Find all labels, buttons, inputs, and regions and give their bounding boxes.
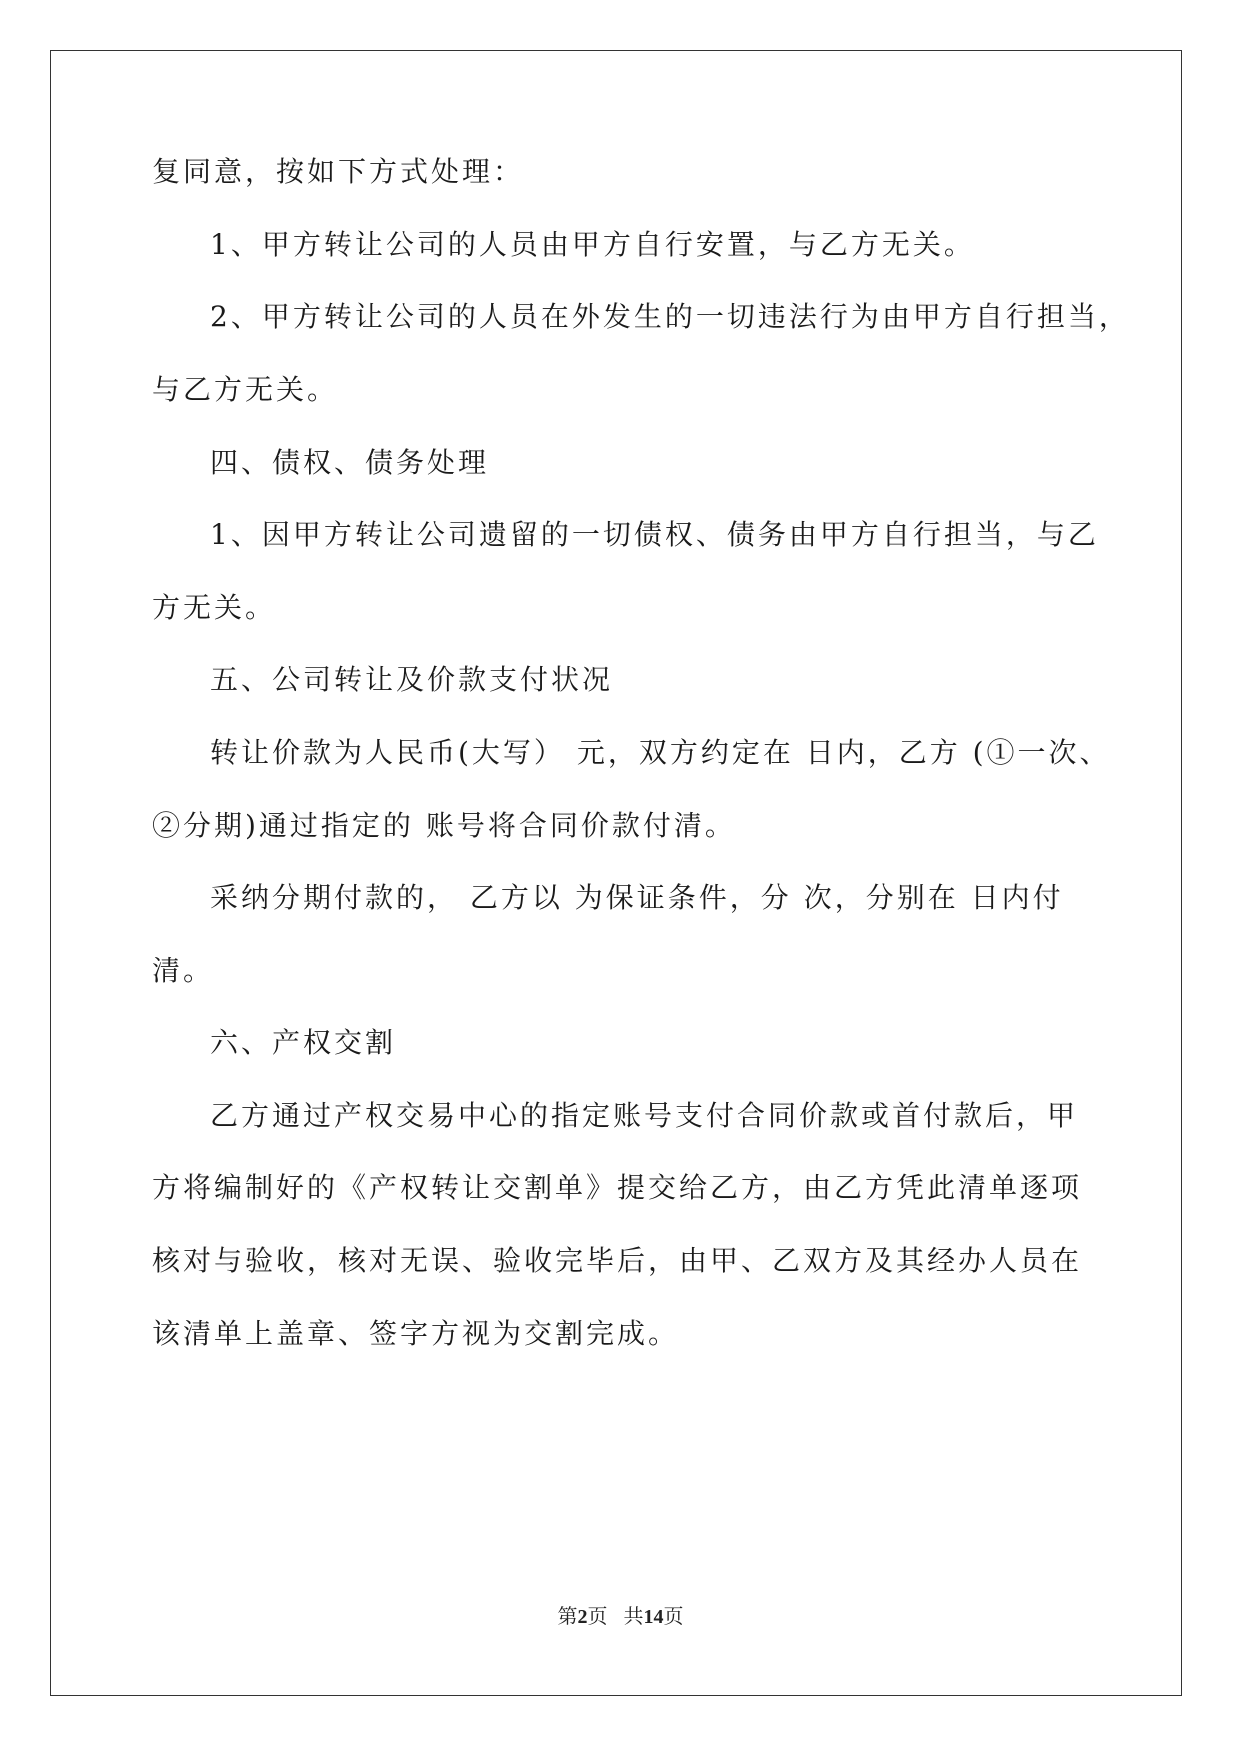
paragraph-line: 与乙方无关。	[152, 373, 339, 406]
total-prefix: 共	[623, 1606, 644, 1628]
paragraph-line: 复同意，按如下方式处理：	[152, 155, 525, 188]
paragraph-line: 核对与验收，核对无误、验收完毕后，由甲、乙双方及其经办人员在	[152, 1244, 1083, 1277]
page-number: 2	[577, 1606, 588, 1628]
paragraph-line: 1、甲方转让公司的人员由甲方自行安置，与乙方无关。	[210, 228, 975, 261]
total-pages: 14	[643, 1606, 664, 1628]
section-heading: 五、公司转让及价款支付状况	[210, 663, 614, 696]
section-heading: 六、产权交割	[210, 1026, 397, 1059]
paragraph-line: 采纳分期付款的， 乙方以 为保证条件，分 次，分别在 日内付	[210, 881, 1064, 914]
paragraph-line: 乙方通过产权交易中心的指定账号支付合同价款或首付款后，甲	[210, 1099, 1079, 1132]
total-suffix: 页	[663, 1606, 684, 1628]
paragraph-line: 清。	[152, 954, 215, 987]
paragraph-line: 转让价款为人民币(大写） 元，双方约定在 日内，乙方 (①一次、	[210, 736, 1111, 769]
page-prefix: 第	[557, 1606, 578, 1628]
paragraph-line: 2、甲方转让公司的人员在外发生的一切违法行为由甲方自行担当，	[210, 300, 1130, 333]
page-suffix: 页	[587, 1606, 608, 1628]
section-heading: 四、债权、债务处理	[210, 446, 490, 479]
paragraph-line: 方无关。	[152, 591, 277, 624]
paragraph-line: ②分期)通过指定的 账号将合同价款付清。	[152, 809, 736, 842]
page-footer	[0, 1600, 1241, 1629]
paragraph-line: 该清单上盖章、签字方视为交割完成。	[152, 1317, 680, 1350]
paragraph-line: 1、因甲方转让公司遗留的一切债权、债务由甲方自行担当，与乙	[210, 518, 1099, 551]
paragraph-line: 方将编制好的《产权转让交割单》提交给乙方，由乙方凭此清单逐项	[152, 1171, 1083, 1204]
